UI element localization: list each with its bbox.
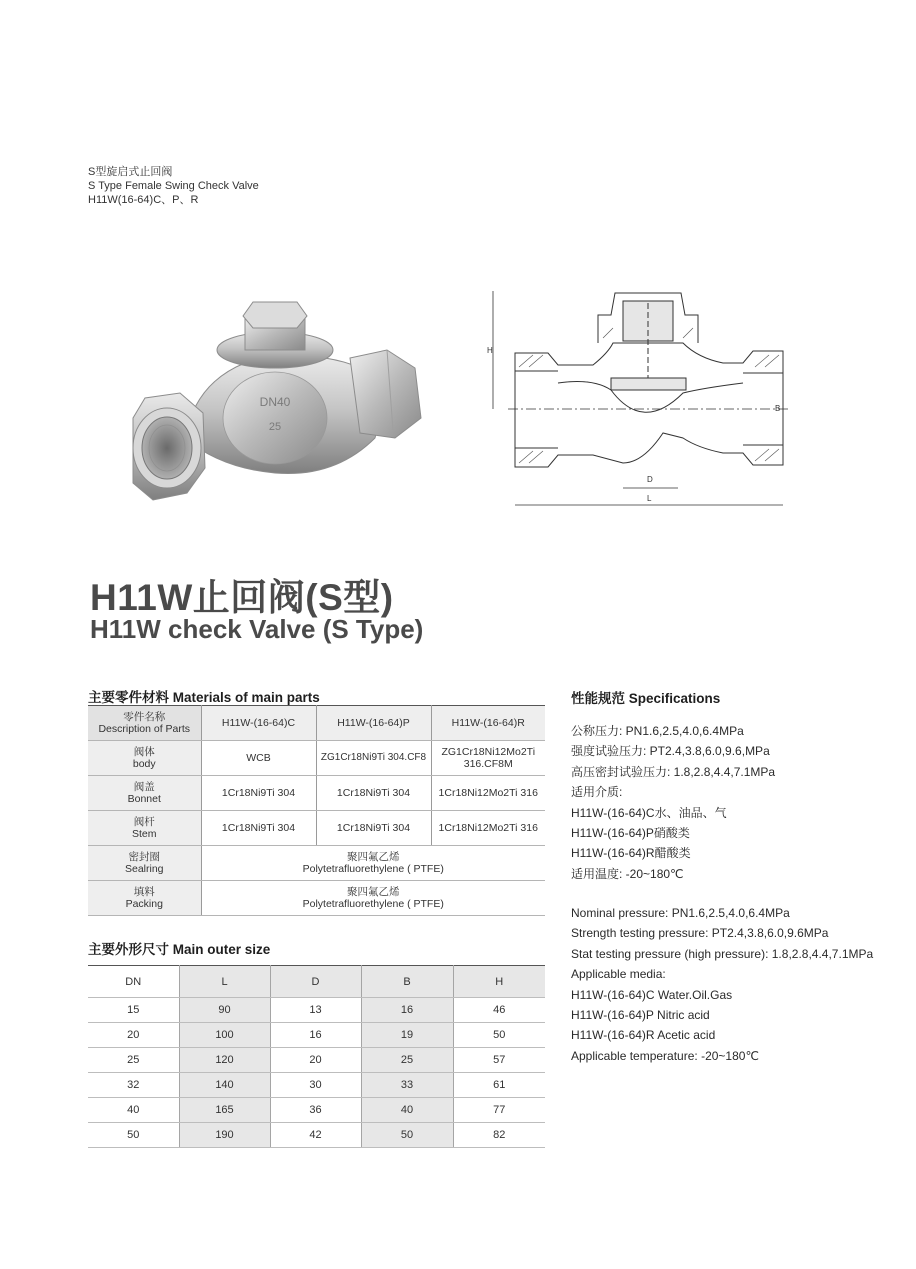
materials-table	[88, 705, 545, 916]
part-name-cn: 阀体	[133, 746, 155, 758]
cell-dn: 32	[88, 1073, 179, 1098]
part-name	[88, 811, 201, 846]
material-c: WCB	[201, 741, 316, 776]
spec-line: 高压密封试验压力: 1.8,2.8,4.4,7.1MPa	[571, 764, 776, 779]
cell-h: 50	[453, 1023, 545, 1048]
cell-h: 57	[453, 1048, 545, 1073]
dim-label-l: L	[647, 494, 652, 503]
spec-line: H11W-(16-64)R Acetic acid	[571, 1028, 716, 1043]
table-row	[88, 881, 545, 916]
part-name	[88, 741, 201, 776]
cell-l: 190	[179, 1123, 270, 1148]
valve-photo	[125, 288, 425, 513]
spec-line: Strength testing pressure: PT2.4,3.8,6.0,9.6MPa	[571, 926, 829, 941]
material-r	[431, 741, 545, 776]
table-row	[88, 1048, 545, 1073]
cell-dn: 50	[88, 1123, 179, 1148]
material-r-line1: ZG1Cr18Ni12Mo2Ti	[441, 746, 536, 758]
cell-dn: 15	[88, 998, 179, 1023]
material-p: 1Cr18Ni9Ti 304	[316, 776, 431, 811]
outer-size-heading: 主要外形尺寸 Main outer size	[88, 942, 271, 957]
specifications-cn	[571, 721, 775, 884]
spec-line: 适用介质:	[571, 785, 623, 800]
col-d: D	[270, 966, 361, 998]
col-b: B	[361, 966, 453, 998]
materials-col-parts	[88, 706, 201, 741]
part-name	[88, 776, 201, 811]
product-title-en: H11W check Valve (S Type)	[90, 614, 424, 644]
cell-b: 16	[361, 998, 453, 1023]
part-name-en: Bonnet	[127, 793, 161, 805]
specifications-heading: 性能规范 Specifications	[571, 691, 721, 706]
cell-h: 46	[453, 998, 545, 1023]
cell-b: 50	[361, 1123, 453, 1148]
cell-d: 42	[270, 1123, 361, 1148]
material-shared-cn: 聚四氟乙烯	[347, 851, 400, 863]
cell-l: 120	[179, 1048, 270, 1073]
spec-line: Applicable media:	[571, 967, 666, 982]
header-model: H11W(16-64)C、P、R	[88, 194, 199, 206]
material-c: 1Cr18Ni9Ti 304	[201, 811, 316, 846]
cell-b: 40	[361, 1098, 453, 1123]
table-row	[88, 846, 545, 881]
specifications-en	[571, 903, 873, 1066]
spec-line: Stat testing pressure (high pressure): 1.8,2.8,4.4,7.1MPa	[571, 946, 874, 961]
header-title-en: S Type Female Swing Check Valve	[88, 180, 259, 192]
spec-line: 公称压力: PN1.6,2.5,4.0,6.4MPa	[571, 724, 744, 738]
table-row	[88, 998, 545, 1023]
spec-line: H11W-(16-64)P硝酸类	[571, 826, 690, 841]
cell-h: 77	[453, 1098, 545, 1123]
part-name-cn: 阀盖	[133, 781, 155, 793]
material-r-line2: 316.CF8M	[463, 758, 513, 770]
spec-line: H11W-(16-64)C水、油品、气	[571, 805, 727, 820]
material-p: 1Cr18Ni9Ti 304	[316, 811, 431, 846]
cell-dn: 25	[88, 1048, 179, 1073]
spec-line: Applicable temperature: -20~180℃	[571, 1048, 759, 1063]
spec-line: H11W-(16-64)R醋酸类	[571, 846, 691, 861]
table-row	[88, 741, 545, 776]
cross-section-drawing	[483, 283, 788, 513]
cell-l: 100	[179, 1023, 270, 1048]
col-parts-cn: 零件名称	[123, 711, 166, 723]
spec-line: Nominal pressure: PN1.6,2.5,4.0,6.4MPa	[571, 906, 790, 920]
cell-d: 20	[270, 1048, 361, 1073]
cell-d: 36	[270, 1098, 361, 1123]
part-name-en: Stem	[131, 828, 157, 840]
material-r: 1Cr18Ni12Mo2Ti 316	[431, 776, 545, 811]
dim-label-d: D	[647, 475, 653, 484]
cell-b: 19	[361, 1023, 453, 1048]
cell-d: 13	[270, 998, 361, 1023]
part-name	[88, 881, 201, 916]
material-shared-cn: 聚四氟乙烯	[347, 886, 400, 898]
cell-dn: 20	[88, 1023, 179, 1048]
header-title-cn: S型旋启式止回阀	[88, 166, 173, 178]
materials-heading: 主要零件材料 Materials of main parts	[88, 690, 320, 705]
material-p: ZG1Cr18Ni9Ti 304.CF8	[316, 741, 431, 776]
materials-col-p: H11W-(16-64)P	[316, 706, 431, 741]
product-title-cn: H11W止回阀(S型)	[90, 577, 394, 618]
material-shared-en: Polytetrafluorethylene ( PTFE)	[302, 898, 444, 910]
table-row	[88, 1123, 545, 1148]
col-parts-en: Description of Parts	[98, 723, 191, 735]
size-header-row	[88, 966, 545, 998]
dim-label-b: B	[775, 404, 781, 413]
cell-d: 16	[270, 1023, 361, 1048]
part-name-en: body	[132, 758, 156, 770]
spec-line: 强度试验压力: PT2.4,3.8,6.0,9.6,MPa	[571, 744, 770, 759]
spec-line: H11W-(16-64)C Water.Oil.Gas	[571, 987, 733, 1002]
outer-size-table	[88, 965, 545, 1148]
cast-marking-dn: DN40	[259, 395, 291, 409]
material-c: 1Cr18Ni9Ti 304	[201, 776, 316, 811]
table-row	[88, 776, 545, 811]
part-name	[88, 846, 201, 881]
materials-col-c: H11W-(16-64)C	[201, 706, 316, 741]
cell-l: 90	[179, 998, 270, 1023]
cell-d: 30	[270, 1073, 361, 1098]
cell-h: 61	[453, 1073, 545, 1098]
part-name-cn: 阀杆	[133, 816, 155, 828]
cell-l: 165	[179, 1098, 270, 1123]
materials-col-r: H11W-(16-64)R	[431, 706, 545, 741]
col-h: H	[453, 966, 545, 998]
material-shared	[201, 881, 545, 916]
material-shared	[201, 846, 545, 881]
table-row	[88, 1098, 545, 1123]
col-l: L	[179, 966, 270, 998]
catalog-header	[88, 165, 259, 207]
spec-line: H11W-(16-64)P Nitric acid	[571, 1008, 710, 1023]
cell-b: 33	[361, 1073, 453, 1098]
cell-b: 25	[361, 1048, 453, 1073]
cast-marking-25: 25	[268, 421, 282, 433]
table-row	[88, 811, 545, 846]
cell-h: 82	[453, 1123, 545, 1148]
part-name-cn: 密封圈	[128, 851, 160, 863]
cell-dn: 40	[88, 1098, 179, 1123]
part-name-cn: 填料	[133, 886, 155, 898]
table-row	[88, 1023, 545, 1048]
materials-header-row	[88, 706, 545, 741]
cell-l: 140	[179, 1073, 270, 1098]
part-name-en: Packing	[125, 898, 163, 910]
material-r: 1Cr18Ni12Mo2Ti 316	[431, 811, 545, 846]
part-name-en: Sealring	[124, 863, 164, 875]
dim-label-h: H	[487, 346, 493, 355]
table-row	[88, 1073, 545, 1098]
spec-line: 适用温度: -20~180℃	[571, 866, 684, 881]
material-shared-en: Polytetrafluorethylene ( PTFE)	[302, 863, 444, 875]
col-dn: DN	[88, 966, 179, 998]
